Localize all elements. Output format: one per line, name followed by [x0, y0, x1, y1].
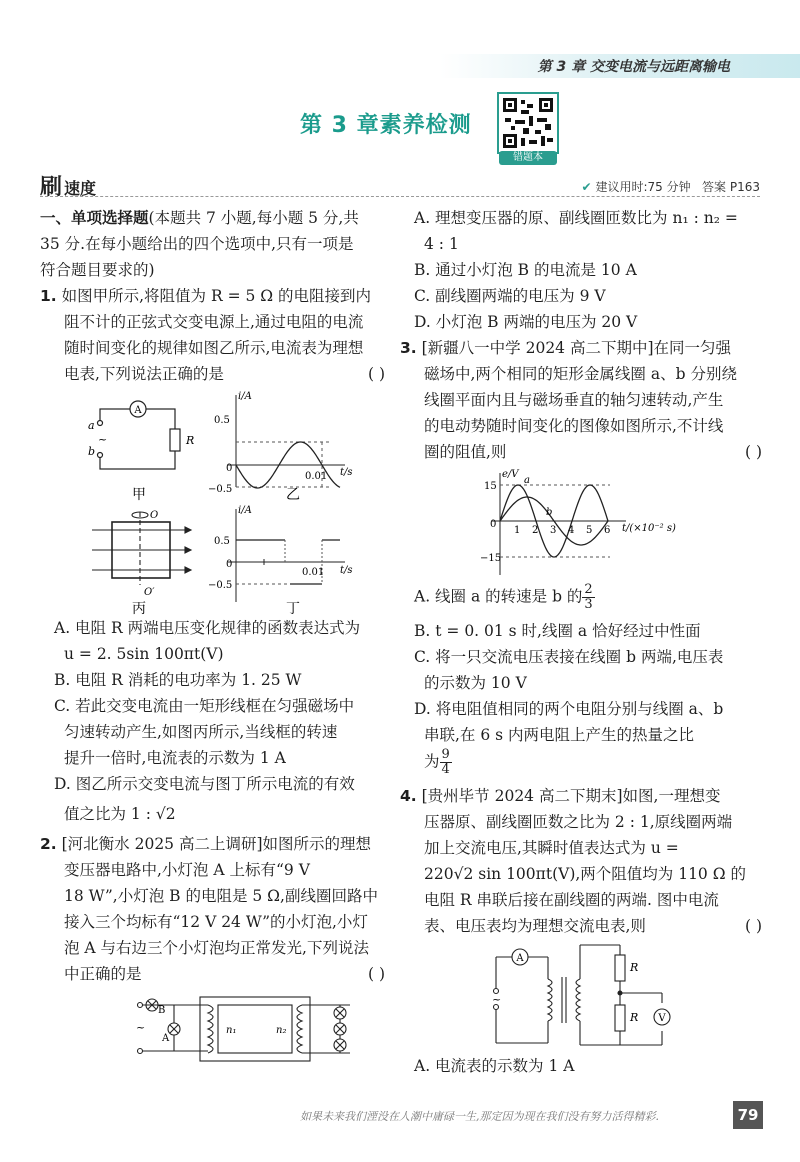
- tick-001: 0.01: [305, 471, 328, 482]
- x-axis-label: t/s: [340, 565, 353, 576]
- stem-text: [400, 439, 762, 465]
- option-c-cont: 匀速转动产生,如图丙所示,当线框的转速: [64, 723, 338, 741]
- terminal-a: a: [88, 419, 95, 432]
- graph-yi: [228, 395, 345, 488]
- option-d-cont: 串联,在 6 s 内两电阻上产生的热量之比: [424, 726, 695, 744]
- origin: 0: [226, 559, 233, 570]
- qr-label: 错题本: [499, 151, 557, 165]
- stem-text: [40, 961, 385, 987]
- stem-text: [新疆八一中学 2024 高二下期中]在同一匀强: [421, 339, 732, 357]
- tick-1: 1: [514, 525, 521, 536]
- numerator: 9: [441, 747, 450, 762]
- label-yi: 乙: [286, 487, 300, 503]
- left-column: [40, 205, 385, 1071]
- tick-5: 5: [586, 525, 593, 536]
- y-axis-label: i/A: [238, 391, 252, 402]
- footer-motto: 如果未来我们湮没在人潮中庸碌一生,那定因为现在我们没有努力活得精彩.: [300, 1110, 659, 1123]
- brand-char: 刷: [40, 175, 63, 200]
- tick-m05: −0.5: [208, 484, 233, 495]
- denominator: 4: [441, 762, 450, 777]
- x-axis-label: t/(×10⁻² s): [622, 523, 676, 534]
- part1-desc: (本题共 7 小题,每小题 5 分,共: [148, 209, 359, 227]
- stem-text: [河北衡水 2025 高二上调研]如图所示的理想: [61, 835, 372, 853]
- ammeter-label: A: [516, 953, 524, 964]
- figure-bing: [92, 512, 191, 585]
- qr-code[interactable]: [497, 92, 559, 154]
- ac-symbol: ~: [136, 1021, 146, 1034]
- answer-blank[interactable]: ( ): [367, 365, 385, 383]
- denominator: 3: [584, 597, 593, 612]
- option-a-cont: 4 : 1: [424, 235, 459, 253]
- answer-blank[interactable]: ( ): [744, 443, 762, 461]
- stem-text: [贵州毕节 2024 高二下期末]如图,一理想变: [421, 787, 721, 805]
- tick-m05: −0.5: [208, 580, 233, 591]
- brand-sub: 速度: [64, 179, 97, 198]
- stem-text: 电阻 R 串联后接在副线圈的两端. 图中电流: [424, 891, 719, 909]
- question-number: 1.: [40, 287, 57, 305]
- label-jia: 甲: [132, 487, 146, 503]
- part1-heading-line: [40, 205, 385, 231]
- resistor-label: R: [630, 961, 639, 974]
- question-1-stem: [40, 283, 385, 309]
- option-b[interactable]: B. t = 0. 01 s 时,线圈 a 恰好经过中性面: [414, 622, 701, 640]
- n1-label: n₁: [226, 1025, 237, 1036]
- n2-label: n₂: [276, 1025, 287, 1036]
- part1-desc: 符合题目要求的): [40, 261, 155, 279]
- axis-o: O: [150, 510, 159, 521]
- ammeter-label: A: [134, 405, 142, 416]
- stem-text: 18 W”,小灯泡 B 的电阻是 5 Ω,副线圈回路中: [64, 887, 378, 905]
- tick-m15: −15: [480, 553, 502, 564]
- stem-text: 随时间变化的规律如图乙所示,电流表为理想: [64, 339, 364, 357]
- option-text: A. 线圈 a 的转速是 b 的: [414, 587, 583, 606]
- label-bing: 丙: [132, 601, 146, 615]
- numerator: 2: [584, 582, 593, 597]
- check-icon: ✔: [581, 180, 592, 194]
- fraction: [582, 583, 594, 612]
- right-column: [400, 205, 762, 1079]
- terminal-b: b: [88, 445, 96, 458]
- stem-text: 接入三个均标有“12 V 24 W”的小灯泡,小灯: [64, 913, 368, 931]
- stem-text: 泡 A 与右边三个小灯泡均正常发光,下列说法: [64, 939, 369, 957]
- question-3-figure: [400, 465, 762, 583]
- ac-symbol: ~: [492, 993, 502, 1006]
- question-4-stem: [400, 783, 762, 809]
- question-4-figure: [400, 941, 762, 1053]
- section-divider: [40, 196, 760, 198]
- ac-symbol: ~: [98, 433, 108, 446]
- question-number: 3.: [400, 339, 417, 357]
- page-number: 79: [733, 1101, 763, 1129]
- answer-blank[interactable]: ( ): [744, 917, 762, 935]
- tick-05: 0.5: [214, 415, 230, 426]
- chapter-label: 第 3 章 交变电流与远距离输电: [537, 59, 730, 75]
- tick-05: 0.5: [214, 536, 230, 547]
- time-info: [582, 178, 760, 195]
- option-text: 为: [424, 752, 440, 771]
- stem-text: 阻不计的正弦式交变电源上,通过电阻的电流: [64, 313, 364, 331]
- option-c[interactable]: C. 副线圈两端的电压为 9 V: [414, 287, 606, 305]
- tick-4: 4: [568, 525, 575, 536]
- y-axis-label: e/V: [502, 469, 519, 480]
- question-2-stem: [40, 831, 385, 857]
- stem-text: 磁场中,两个相同的矩形金属线圈 a、b 分别绕: [424, 365, 737, 383]
- stem-text: 表、电压表均为理想交流电表,则: [424, 917, 646, 935]
- option-c[interactable]: C. 将一只交流电压表接在线圈 b 两端,电压表: [414, 648, 724, 666]
- option-d[interactable]: D. 小灯泡 B 两端的电压为 20 V: [414, 313, 638, 331]
- tick-15: 15: [484, 481, 497, 492]
- part1-desc: 35 分.在每小题给出的四个选项中,只有一项是: [40, 235, 354, 253]
- option-b[interactable]: B. 通过小灯泡 B 的电流是 10 A: [414, 261, 637, 279]
- label-ding: 丁: [286, 601, 300, 615]
- option-c-cont: 的示数为 10 V: [424, 674, 527, 692]
- curve-b-label: b: [546, 507, 553, 518]
- stem-text: 圈的阻值,则: [424, 443, 507, 461]
- stem-text: 线圈平面内且与磁场垂直的轴匀速转动,产生: [424, 391, 724, 409]
- axis-op: O′: [144, 587, 155, 598]
- answer-label: 答案 P163: [702, 180, 760, 194]
- option-d-cont: 值之比为 1 : √2: [64, 805, 176, 823]
- question-number: 4.: [400, 787, 417, 805]
- option-a[interactable]: [400, 583, 762, 612]
- option-b[interactable]: B. 电阻 R 消耗的电功率为 1. 25 W: [54, 671, 302, 689]
- stem-text: 如图甲所示,将阻值为 R = 5 Ω 的电阻接到内: [61, 287, 372, 305]
- page-title: 第 3 章素养检测: [300, 113, 472, 138]
- question-number: 2.: [40, 835, 57, 853]
- resistor-label: R: [186, 434, 195, 447]
- option-a[interactable]: A. 理想变压器的原、副线圈匝数比为 n₁ : n₂ =: [414, 209, 738, 227]
- origin: 0: [226, 463, 233, 474]
- option-d[interactable]: D. 图乙所示交变电流与图丁所示电流的有效: [54, 775, 355, 793]
- y-axis-label: i/A: [238, 505, 252, 516]
- resistor-label: R: [630, 1011, 639, 1024]
- stem-text: 220√2 sin 100πt(V),两个阻值均为 110 Ω 的: [424, 865, 747, 883]
- stem-text: 压器原、副线圈匝数之比为 2 : 1,原线圈两端: [424, 813, 733, 831]
- tick-3: 3: [550, 525, 557, 536]
- stem-text: 的电动势随时间变化的图像如图所示,不计线: [424, 417, 724, 435]
- part1-heading: 一、单项选择题: [40, 208, 149, 227]
- origin: 0: [490, 519, 497, 530]
- option-d-cont: [400, 748, 762, 777]
- question-1-figure: [40, 387, 385, 615]
- time-label: 建议用时:75 分钟: [595, 180, 691, 194]
- graph-ding: [228, 509, 345, 602]
- option-a-cont: u = 2. 5sin 100πt(V): [64, 645, 224, 663]
- voltmeter-label: V: [658, 1013, 666, 1024]
- answer-blank[interactable]: ( ): [367, 965, 385, 983]
- tick-6: 6: [604, 525, 611, 536]
- question-2-figure: [40, 991, 385, 1071]
- stem-text: 中正确的是: [64, 965, 142, 983]
- x-axis-label: t/s: [340, 467, 353, 478]
- option-c-cont: 提升一倍时,电流表的示数为 1 A: [64, 749, 286, 767]
- lamp-b-label: B: [158, 1005, 166, 1016]
- stem-text: 变压器电路中,小灯泡 A 上标有“9 V: [64, 861, 310, 879]
- tick-2: 2: [532, 525, 539, 536]
- stem-text: [400, 913, 762, 939]
- question-3-stem: [400, 335, 762, 361]
- curve-a-label: a: [524, 475, 530, 486]
- fraction: [440, 748, 452, 777]
- option-a[interactable]: A. 电阻 R 两端电压变化规律的函数表达式为: [54, 619, 361, 637]
- option-c[interactable]: C. 若此交变电流由一矩形线框在匀强磁场中: [54, 697, 355, 715]
- option-d[interactable]: D. 将电阻值相同的两个电阻分别与线圈 a、b: [414, 700, 724, 718]
- stem-text: 电表,下列说法正确的是: [64, 365, 224, 383]
- stem-text: [40, 361, 385, 387]
- lamp-a-label: A: [162, 1033, 170, 1044]
- option-a[interactable]: A. 电流表的示数为 1 A: [414, 1057, 575, 1075]
- tick-001: 0.01: [302, 567, 325, 578]
- stem-text: 加上交流电压,其瞬时值表达式为 u =: [424, 839, 679, 857]
